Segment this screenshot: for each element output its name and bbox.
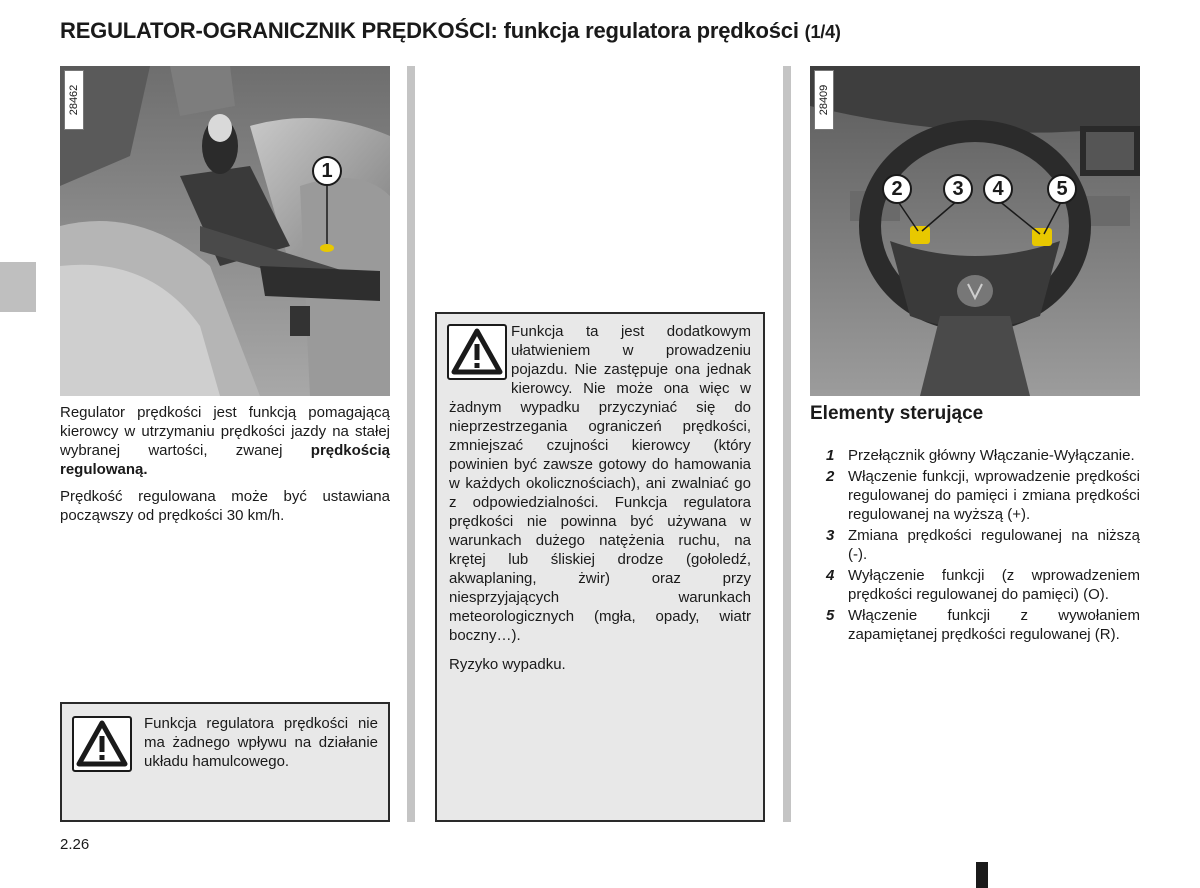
photo-reference-code: 28462: [64, 70, 84, 130]
intro-emphasis: prędkością regulowaną.: [60, 442, 390, 478]
controls-heading: Elementy sterujące: [810, 403, 984, 424]
warning-triangle-icon: [72, 716, 132, 772]
warning-triangle-icon: [447, 324, 507, 380]
brake-warning-box: [60, 702, 390, 822]
speed-note: Prędkość regulowana może być ustawiana począwszy od prędkości 30 km/h.: [60, 488, 390, 524]
callout-3: 3: [943, 174, 973, 204]
steering-wheel-photo: [810, 66, 1140, 396]
list-item: 5 Włączenie funkcji z wywołaniem zapamiętanej prędkości regulowanej (R).: [826, 607, 1140, 643]
title-main: REGULATOR-OGRANICZNIK PRĘDKOŚCI: funkcja regulatora prędkości: [60, 18, 799, 43]
callout-2: 2: [882, 174, 912, 204]
steering-wheel-illustration: [810, 66, 1140, 396]
list-item: 4 Wyłączenie funkcji (z wprowadzeniem prędkości regulowanej do pamięci) (O).: [826, 567, 1140, 603]
column-divider-left: [407, 66, 415, 822]
controls-list: [822, 446, 1140, 646]
list-item: 3 Zmiana prędkości regulowanej na niższą (-).: [826, 527, 1140, 563]
intro-paragraph: [60, 403, 390, 479]
page-title: [60, 18, 841, 44]
brake-warning-text: Funkcja regulatora prędkości nie ma żadnego wpływu na działanie układu hamulcowego.: [144, 715, 378, 770]
photo-reference-code: 28409: [814, 70, 834, 130]
chapter-tab: [0, 262, 36, 312]
list-item: 1 Przełącznik główny Włączanie-Wyłączanie.: [826, 447, 1135, 464]
handbrake-photo: [60, 66, 390, 396]
callout-4: 4: [983, 174, 1013, 204]
callout-1: 1: [312, 156, 342, 186]
column-divider-right: [783, 66, 791, 822]
intro-text: Regulator prędkości jest funkcją pomagającą kierowcy w utrzymaniu prędkości jazdy na stałej wybranej wartości, zwanej: [60, 404, 390, 459]
page-edge-marker: [976, 862, 988, 888]
safety-warning-box: [435, 312, 765, 822]
callout-5: 5: [1047, 174, 1077, 204]
handbrake-illustration: [60, 66, 390, 396]
accident-risk-text: Ryzyko wypadku.: [449, 656, 566, 673]
title-part: (1/4): [804, 22, 841, 42]
list-item: 2 Włączenie funkcji, wprowadzenie prędkości regulowanej do pamięci i zmiana prędkości regulowanej na wyższą (+).: [826, 468, 1140, 523]
page-number: 2.26: [60, 836, 90, 853]
safety-warning-text: Funkcja ta jest dodatkowym ułatwieniem w prowadzeniu pojazdu. Nie zastępuje ona jednak kierowcy. Nie może ona więc w żadnym wypadku przyczyniać się do nieprzestrzegania ograniczeń prędkości, zmniejszać czujności kierowcy (który powinien być zawsze gotowy do hamowania w każdych okolicznościach), ani zwalniać go z odpowiedzialności. Funkcja regulatora prędkości nie powinna być używana w warunkach dużego natężenia ruchu, na krętej lub śliskiej drodze (gołoledź, akwaplaning, żwir) oraz przy niesprzyjających warunkach meteorologicznych (mgła, opady, wiatr boczny…).: [449, 323, 751, 644]
